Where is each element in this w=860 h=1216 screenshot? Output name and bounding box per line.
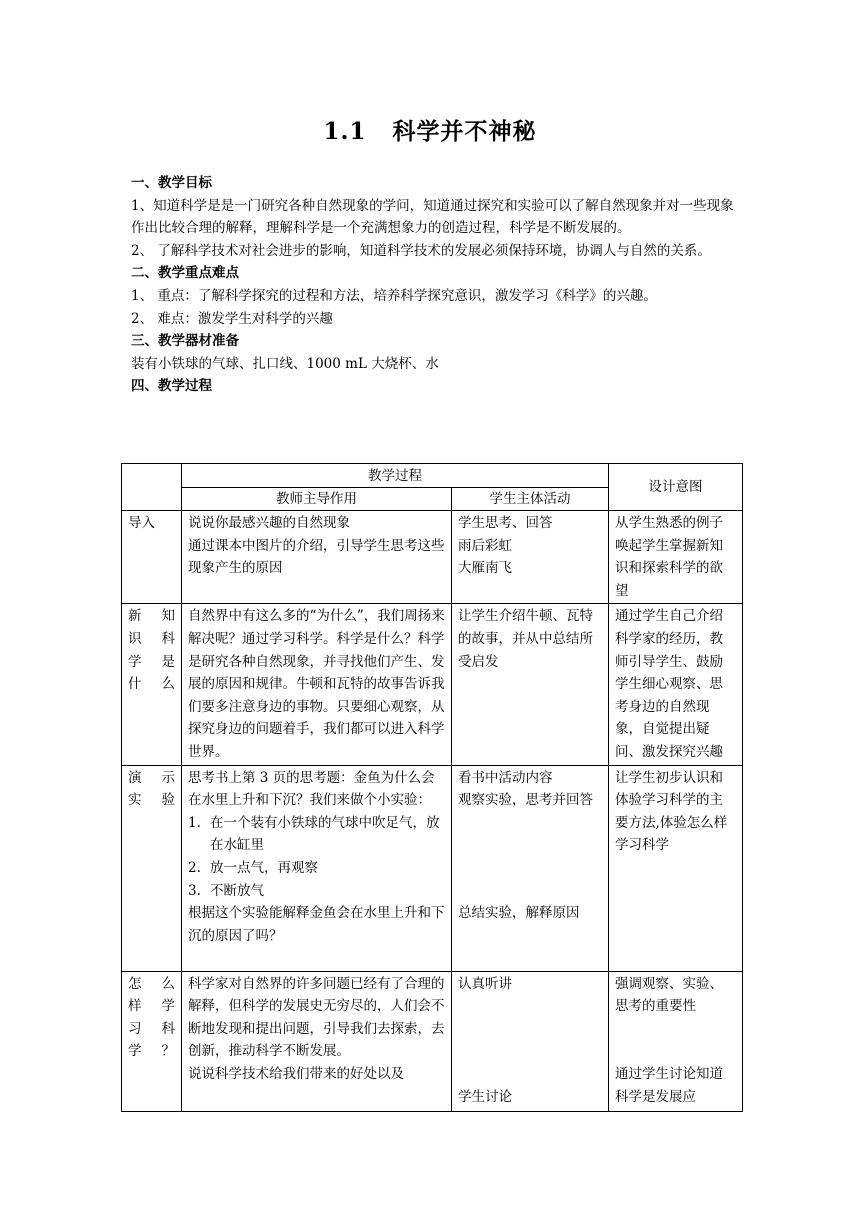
document-body: [131, 172, 743, 398]
row-student: 让学生介绍牛顿、瓦特的故事，并从中总结所受启发: [452, 604, 609, 765]
student-line: 认真听讲: [458, 975, 512, 992]
section-heading-materials: 三、教学器材准备: [131, 333, 239, 350]
row-design: [609, 971, 743, 1111]
row-design: 让学生初步认识和体验学习科学的主要方法,体验怎么样学习科学: [609, 765, 743, 971]
teacher-intro: 思考书上第 3 页的思考题：金鱼为什么会在水里上升和下沉？我们来做个小实验：: [188, 769, 435, 809]
header-teacher: 教师主导作用: [182, 488, 452, 511]
row-stage: 新 知 识 科 学 是 什 么: [122, 604, 182, 765]
section-heading-goals: 一、教学目标: [131, 175, 212, 191]
goal-2: 2、 了解科学技术对社会进步的影响，知道科学技术的发展必须保持环境，协调人与自然的关系。: [131, 242, 711, 259]
teacher-line: 科学家对自然界的许多问题已经有了合理的解释，但科学的发展史无穷尽的，人们会不断地发现和提出问题，引导我们去探索，去创新，推动科学不断发展。: [188, 975, 445, 1060]
row-stage: 怎 么 样 学 习 科 学？: [122, 971, 182, 1111]
experiment-steps: [188, 812, 445, 902]
student-line: 雨后彩虹: [458, 537, 512, 554]
teacher-line: 说说科学技术给我们带来的好处以及: [188, 1065, 404, 1082]
key-point-2: 2、 难点：激发学生对科学的兴趣: [131, 310, 333, 327]
header-empty-cell: [122, 464, 182, 511]
student-line: 看书中活动内容: [458, 769, 553, 786]
section-heading-process: 四、教学过程: [131, 378, 212, 395]
title-text: 科学并不神秘: [392, 118, 537, 145]
table-row: [122, 971, 743, 1111]
student-line: 大雁南飞: [458, 560, 512, 577]
teaching-process-table: [121, 463, 743, 1112]
row-stage: 演 示 实验: [122, 765, 182, 971]
teacher-line: 说说你最感兴趣的自然现象: [188, 515, 350, 531]
key-point-1: 1、 重点：了解科学探究的过程和方法，培养科学探究意识，激发学习《科学》的兴趣。: [131, 287, 657, 304]
row-teacher: [182, 511, 452, 604]
table-row: [122, 511, 743, 604]
title-number: 1.1: [323, 118, 367, 145]
row-student: [452, 511, 609, 604]
row-design: 通过学生自己介绍科学家的经历，教师引导学生、鼓励学生细心观察、思考身边的自然现象，自觉提出疑问、激发探究兴趣: [609, 604, 743, 765]
list-item: 2. 放一点气，再观察: [188, 859, 318, 876]
section-heading-key-points: 二、教学重点难点: [131, 265, 239, 282]
student-line: 学生讨论: [458, 1088, 512, 1105]
row-stage: 导入: [122, 511, 182, 604]
header-design: 设计意图: [609, 464, 743, 511]
teacher-outro: 根据这个实验能解释金鱼会在水里上升和下沉的原因了吗？: [188, 905, 445, 944]
row-teacher: [182, 765, 452, 971]
list-item: 1. 在一个装有小铁球的气球中吹足气，放在水缸里: [188, 814, 440, 854]
row-student: [452, 971, 609, 1111]
design-line: 通过学生讨论知道科学是发展应: [615, 1065, 723, 1105]
goal-1: 1、知道科学是是一门研究各种自然现象的学问，知道通过探究和实验可以了解自然现象并对一些现象作出比较合理的解释，理解科学是一个充满想象力的创造过程，科学是不断发展的。: [131, 197, 734, 237]
header-group: 教学过程: [182, 464, 609, 488]
student-line: 学生思考、回答: [458, 515, 553, 531]
materials-text: 装有小铁球的气球、扎口线、1000 mL 大烧杯、水: [131, 355, 439, 372]
table-row: [122, 765, 743, 971]
student-line: 总结实验，解释原因: [458, 905, 580, 922]
row-teacher: [182, 971, 452, 1111]
teacher-line: 通过课本中图片的介绍，引导学生思考这些现象产生的原因: [188, 537, 445, 577]
header-student: 学生主体活动: [452, 488, 609, 511]
design-line: 强调观察、实验、思考的重要性: [615, 975, 723, 1015]
list-item: 3. 不断放气: [188, 882, 264, 899]
page-title: [0, 113, 860, 146]
row-teacher: 自然界中有这么多的“为什么”，我们周扬来解决呢？通过学习科学。科学是什么？科学是研究各种自然现象，并寻找他们产生、发展的原因和规律。牛顿和瓦特的故事告诉我们要多注意身边的事物。只要细心观察，从探究身边的问题着手，我们都可以进入科学世界。: [182, 604, 452, 765]
student-line: 观察实验，思考并回答: [458, 792, 593, 809]
row-student: [452, 765, 609, 971]
row-design: 从学生熟悉的例子唤起学生掌握新知识和探索科学的欲望: [609, 511, 743, 604]
table-row: [122, 604, 743, 765]
